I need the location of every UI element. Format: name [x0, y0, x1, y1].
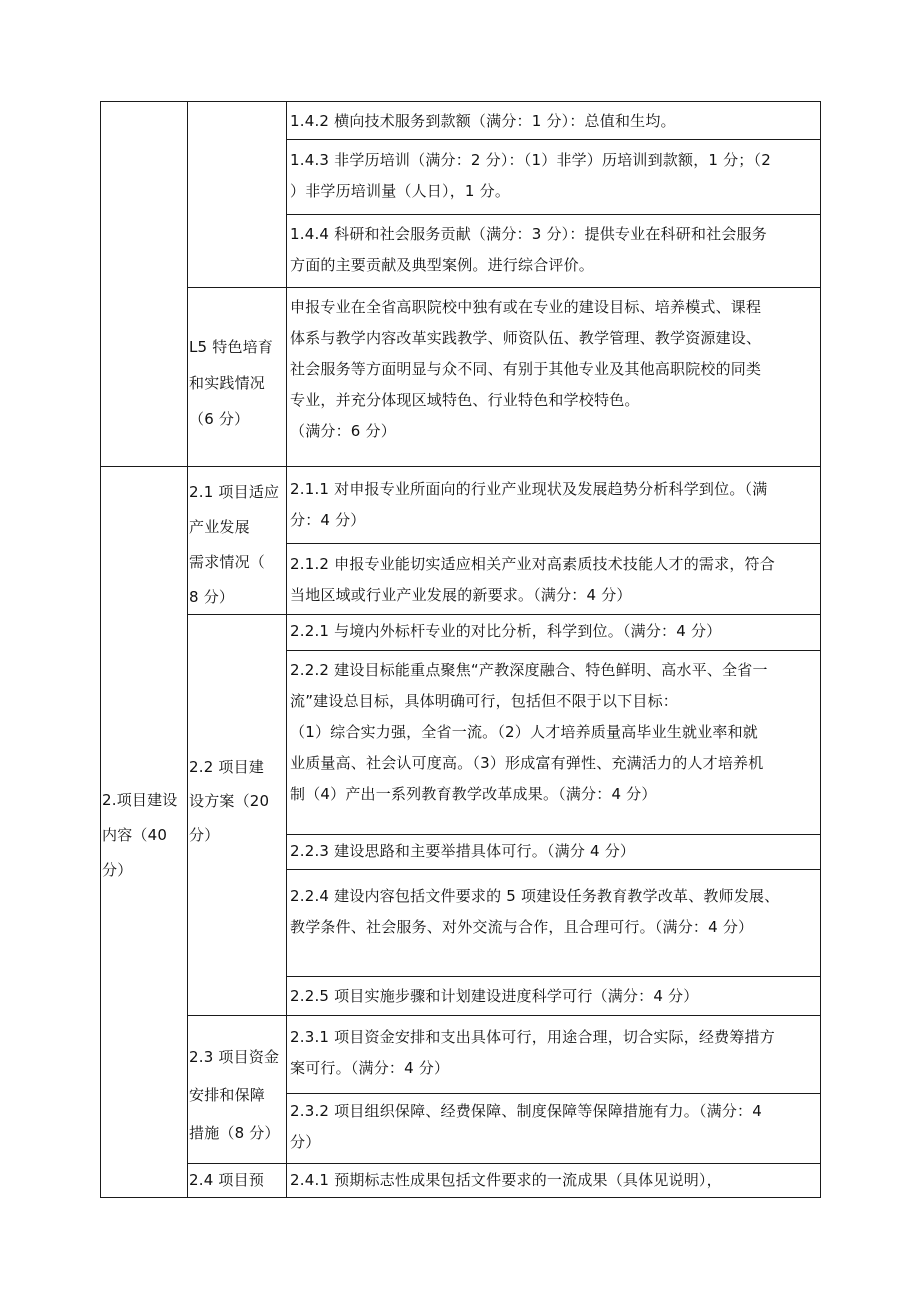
- criterion-1-5: 申报专业在全省高职院校中独有或在专业的建设目标、培养模式、课程 体系与教学内容改革实践教学、师资队伍、教学管理、教学资源建设、 社会服务等方面明显与众不同、有别于其他专业及其他高职院校的同类 专业，并充分体现区域特色、行业特色和学校特色。 （满分：6 分）: [290, 298, 762, 440]
- criterion-1-4-3: 1.4.3 非学历培训（满分：2 分）：（1）非学）历培训到款额，1 分；（2 ）非学历培训量（人日），1 分。: [290, 151, 771, 200]
- row-divider: [286, 214, 821, 215]
- criterion-2-4-1: 2.4.1 预期标志性成果包括文件要求的一流成果（具体见说明），: [290, 1171, 722, 1189]
- row-divider: [187, 1015, 821, 1016]
- row-divider: [286, 543, 821, 544]
- row-divider: [187, 1163, 821, 1164]
- row-divider: [286, 650, 821, 651]
- row-divider: [286, 976, 821, 977]
- criterion-2-2-1: 2.2.1 与境内外标杆专业的对比分析，科学到位。（满分：4 分）: [290, 622, 722, 640]
- criterion-1-4-4: 1.4.4 科研和社会服务贡献（满分：3 分）：提供专业在科研和社会服务 方面的主要贡献及典型案例。进行综合评价。: [290, 225, 767, 274]
- row-divider: [286, 834, 821, 835]
- subcategory-l5: L5 特色培育 和实践情况 （6 分）: [189, 338, 274, 428]
- row-divider: [100, 466, 821, 467]
- table-border-left: [100, 101, 101, 1198]
- subcategory-2-3: 2.3 项目资金 安排和保障 措施（8 分）: [189, 1048, 280, 1142]
- criterion-1-4-2: 1.4.2 横向技术服务到款额（满分：1 分）：总值和生均。: [290, 112, 676, 130]
- criterion-2-2-3: 2.2.3 建设思路和主要举措具体可行。（满分 4 分）: [290, 842, 636, 860]
- subcategory-2-1: 2.1 项目适应 产业发展 需求情况（ 8 分）: [189, 483, 280, 606]
- criterion-2-2-4: 2.2.4 建设内容包括文件要求的 5 项建设任务教育教学改革、教师发展、 教学条件、社会服务、对外交流与合作，且合理可行。（满分：4 分）: [290, 887, 780, 936]
- table-divider-col1: [187, 101, 188, 1198]
- criterion-2-2-2: 2.2.2 建设目标能重点聚焦“产教深度融合、特色鲜明、高水平、全省一 流”建设总目标，具体明确可行，包括但不限于以下目标： （1）综合实力强，全省一流。（2）人才培养质量高毕业生就业率和就 业质量高、社会认可度高。（3）形成富有弹性、充满活力的人才培养机 制（4）产出一系列教育教学改革成果。（满分：4 分）: [290, 661, 768, 803]
- table-border-top: [100, 101, 821, 102]
- subcategory-2-4: 2.4 项目预: [189, 1171, 265, 1189]
- criterion-2-3-2: 2.3.2 项目组织保障、经费保障、制度保障等保障措施有力。（满分：4 分）: [290, 1102, 762, 1151]
- criterion-2-3-1: 2.3.1 项目资金安排和支出具体可行，用途合理，切合实际，经费筹措方 案可行。（满分：4 分）: [290, 1028, 775, 1077]
- row-divider: [286, 139, 821, 140]
- table-border-bottom: [100, 1197, 821, 1198]
- criterion-2-1-1: 2.1.1 对申报专业所面向的行业产业现状及发展趋势分析科学到位。（满 分：4 分）: [290, 480, 768, 529]
- criterion-2-2-5: 2.2.5 项目实施步骤和计划建设进度科学可行（满分：4 分）: [290, 987, 699, 1005]
- row-divider: [286, 869, 821, 870]
- subcategory-2-2: 2.2 项目建 设方案（20 分）: [189, 758, 270, 844]
- criterion-2-1-2: 2.1.2 申报专业能切实适应相关产业对高素质技术技能人才的需求，符合 当地区域或行业产业发展的新要求。（满分：4 分）: [290, 555, 775, 604]
- row-divider: [286, 1093, 821, 1094]
- category-2: 2.项目建设 内容（40 分）: [102, 791, 178, 879]
- row-divider: [187, 287, 821, 288]
